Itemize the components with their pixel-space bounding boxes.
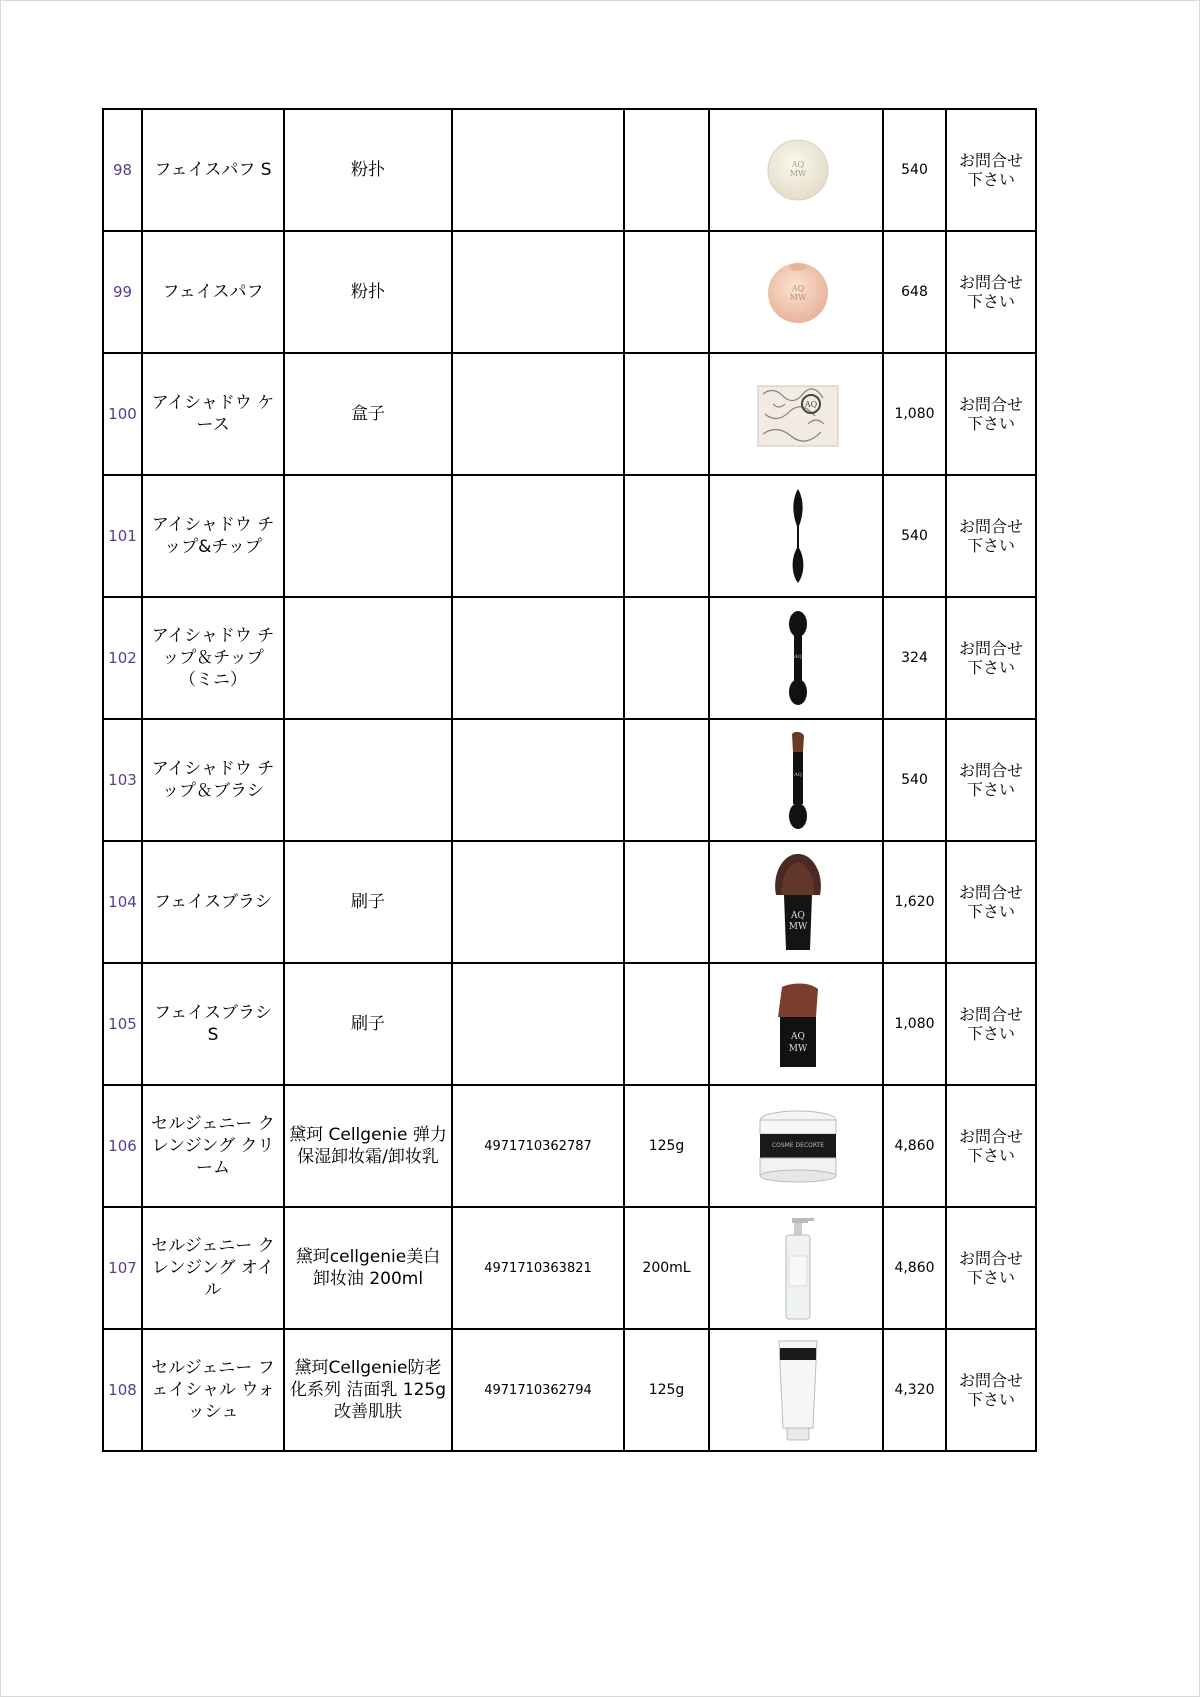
product-name-cn: [284, 475, 452, 597]
contact-note: [946, 231, 1036, 353]
item-number: 103: [103, 719, 142, 841]
table-row: [103, 963, 1036, 1085]
contact-line-2: 下さい: [966, 536, 1015, 555]
product-size: 125g: [624, 1329, 709, 1451]
item-number: 100: [103, 353, 142, 475]
table-row: [103, 841, 1036, 963]
product-price: 4,860: [883, 1085, 946, 1207]
table-row: [103, 109, 1036, 231]
table-row: [103, 475, 1036, 597]
product-size: [624, 475, 709, 597]
product-table-body: [103, 109, 1036, 1451]
contact-line-1: お問合せ: [958, 395, 1023, 414]
contact-note: [946, 597, 1036, 719]
jan-code: [452, 353, 624, 475]
product-name-cn: 黛珂cellgenie美白卸妆油 200ml: [284, 1207, 452, 1329]
contact-note: [946, 1085, 1036, 1207]
item-number: 108: [103, 1329, 142, 1451]
contact-note: [946, 353, 1036, 475]
product-name-jp: フェイスパフ: [142, 231, 284, 353]
cream-jar-icon: [713, 1086, 883, 1206]
product-price: 4,860: [883, 1207, 946, 1329]
product-image: [709, 475, 883, 597]
contact-line-1: お問合せ: [958, 1005, 1023, 1024]
item-number: 107: [103, 1207, 142, 1329]
item-number: 99: [103, 231, 142, 353]
table-row: [103, 1207, 1036, 1329]
product-size: [624, 353, 709, 475]
product-image: [709, 1207, 883, 1329]
contact-line-1: お問合せ: [958, 1249, 1023, 1268]
item-number: 106: [103, 1085, 142, 1207]
product-image: [709, 231, 883, 353]
table-row: [103, 719, 1036, 841]
product-price: 1,080: [883, 963, 946, 1085]
item-number: 98: [103, 109, 142, 231]
jan-code: [452, 841, 624, 963]
contact-line-2: 下さい: [966, 902, 1015, 921]
item-number: 105: [103, 963, 142, 1085]
contact-line-1: お問合せ: [958, 761, 1023, 780]
jan-code: [452, 597, 624, 719]
product-size: [624, 109, 709, 231]
product-price: 540: [883, 719, 946, 841]
svg-text:AQ: AQ: [791, 160, 805, 169]
contact-line-2: 下さい: [966, 292, 1015, 311]
product-name-jp: アイシャドウ チップ＆チップ（ミニ）: [142, 597, 284, 719]
product-name-jp: アイシャドウ ケース: [142, 353, 284, 475]
tip-applicator-mini-icon: [713, 598, 883, 718]
contact-line-2: 下さい: [966, 170, 1015, 189]
table-row: [103, 1329, 1036, 1451]
product-image: [709, 1085, 883, 1207]
svg-text:AQ: AQ: [804, 400, 818, 409]
product-image: [709, 963, 883, 1085]
svg-text:AQ: AQ: [794, 772, 802, 778]
item-number: 104: [103, 841, 142, 963]
product-image: [709, 597, 883, 719]
tip-applicator-icon: [713, 476, 883, 596]
tip-brush-icon: [713, 720, 883, 840]
product-price: 1,080: [883, 353, 946, 475]
product-price: 1,620: [883, 841, 946, 963]
product-name-jp: フェイスブラシ S: [142, 963, 284, 1085]
contact-line-2: 下さい: [966, 1268, 1015, 1287]
product-name-jp: アイシャドウ チップ＆ブラシ: [142, 719, 284, 841]
svg-text:COSME DECORTE: COSME DECORTE: [771, 1142, 825, 1149]
contact-note: [946, 1329, 1036, 1451]
contact-line-1: お問合せ: [958, 1127, 1023, 1146]
product-name-cn: 盒子: [284, 353, 452, 475]
tube-icon: [713, 1330, 883, 1450]
product-size: [624, 231, 709, 353]
product-size: [624, 963, 709, 1085]
table-row: [103, 1085, 1036, 1207]
product-size: [624, 719, 709, 841]
contact-line-2: 下さい: [966, 1390, 1015, 1409]
contact-line-1: お問合せ: [958, 151, 1023, 170]
contact-note: [946, 841, 1036, 963]
contact-line-1: お問合せ: [958, 1371, 1023, 1390]
product-name-cn: [284, 719, 452, 841]
product-name-cn: 粉扑: [284, 109, 452, 231]
svg-text:MW: MW: [789, 293, 807, 302]
product-size: [624, 841, 709, 963]
contact-line-1: お問合せ: [958, 639, 1023, 658]
product-name-cn: 黛珂 Cellgenie 弹力保湿卸妆霜/卸妆乳: [284, 1085, 452, 1207]
svg-text:AQ: AQ: [791, 1031, 805, 1042]
pump-bottle-icon: [713, 1208, 883, 1328]
product-name-cn: 黛珂Cellgenie防老化系列 洁面乳 125g 改善肌肤: [284, 1329, 452, 1451]
product-price: 540: [883, 109, 946, 231]
product-price: 324: [883, 597, 946, 719]
product-price: 648: [883, 231, 946, 353]
contact-note: [946, 1207, 1036, 1329]
contact-line-2: 下さい: [966, 414, 1015, 433]
svg-text:AQ: AQ: [791, 910, 805, 921]
jan-code: [452, 963, 624, 1085]
product-name-cn: [284, 597, 452, 719]
svg-text:MW: MW: [789, 169, 807, 178]
face-brush-icon: [713, 842, 883, 962]
contact-line-2: 下さい: [966, 658, 1015, 677]
svg-text:AQ: AQ: [791, 284, 805, 293]
product-table: [102, 108, 1037, 1452]
jan-code: 4971710362794: [452, 1329, 624, 1451]
svg-text:MW: MW: [788, 1043, 808, 1054]
puff-pink-icon: [713, 232, 883, 352]
contact-line-1: お問合せ: [958, 273, 1023, 292]
product-size: 200mL: [624, 1207, 709, 1329]
eyeshadow-case-icon: [713, 354, 883, 474]
item-number: 101: [103, 475, 142, 597]
product-image: [709, 1329, 883, 1451]
jan-code: [452, 719, 624, 841]
product-price: 4,320: [883, 1329, 946, 1451]
jan-code: [452, 475, 624, 597]
jan-code: [452, 231, 624, 353]
contact-note: [946, 963, 1036, 1085]
contact-note: [946, 475, 1036, 597]
product-name-cn: 粉扑: [284, 231, 452, 353]
contact-line-1: お問合せ: [958, 517, 1023, 536]
face-brush-s-icon: [713, 964, 883, 1084]
jan-code: 4971710362787: [452, 1085, 624, 1207]
puff-white-icon: [713, 110, 883, 230]
product-image: [709, 353, 883, 475]
product-size: [624, 597, 709, 719]
product-image: [709, 719, 883, 841]
contact-line-1: お問合せ: [958, 883, 1023, 902]
item-number: 102: [103, 597, 142, 719]
product-name-jp: アイシャドウ チップ&チップ: [142, 475, 284, 597]
product-name-cn: 刷子: [284, 841, 452, 963]
product-name-jp: セルジェニー クレンジング オイル: [142, 1207, 284, 1329]
table-row: [103, 353, 1036, 475]
table-row: [103, 597, 1036, 719]
product-name-jp: フェイスブラシ: [142, 841, 284, 963]
contact-note: [946, 719, 1036, 841]
product-name-jp: セルジェニー フェイシャル ウォッシュ: [142, 1329, 284, 1451]
contact-line-2: 下さい: [966, 1146, 1015, 1165]
contact-note: [946, 109, 1036, 231]
table-row: [103, 231, 1036, 353]
product-size: 125g: [624, 1085, 709, 1207]
jan-code: 4971710363821: [452, 1207, 624, 1329]
svg-text:AQ: AQ: [794, 654, 802, 660]
product-price: 540: [883, 475, 946, 597]
contact-line-2: 下さい: [966, 1024, 1015, 1043]
svg-text:MW: MW: [788, 921, 808, 932]
product-image: [709, 109, 883, 231]
product-name-jp: セルジェニー クレンジング クリーム: [142, 1085, 284, 1207]
jan-code: [452, 109, 624, 231]
product-name-jp: フェイスパフ S: [142, 109, 284, 231]
contact-line-2: 下さい: [966, 780, 1015, 799]
product-image: [709, 841, 883, 963]
product-name-cn: 刷子: [284, 963, 452, 1085]
